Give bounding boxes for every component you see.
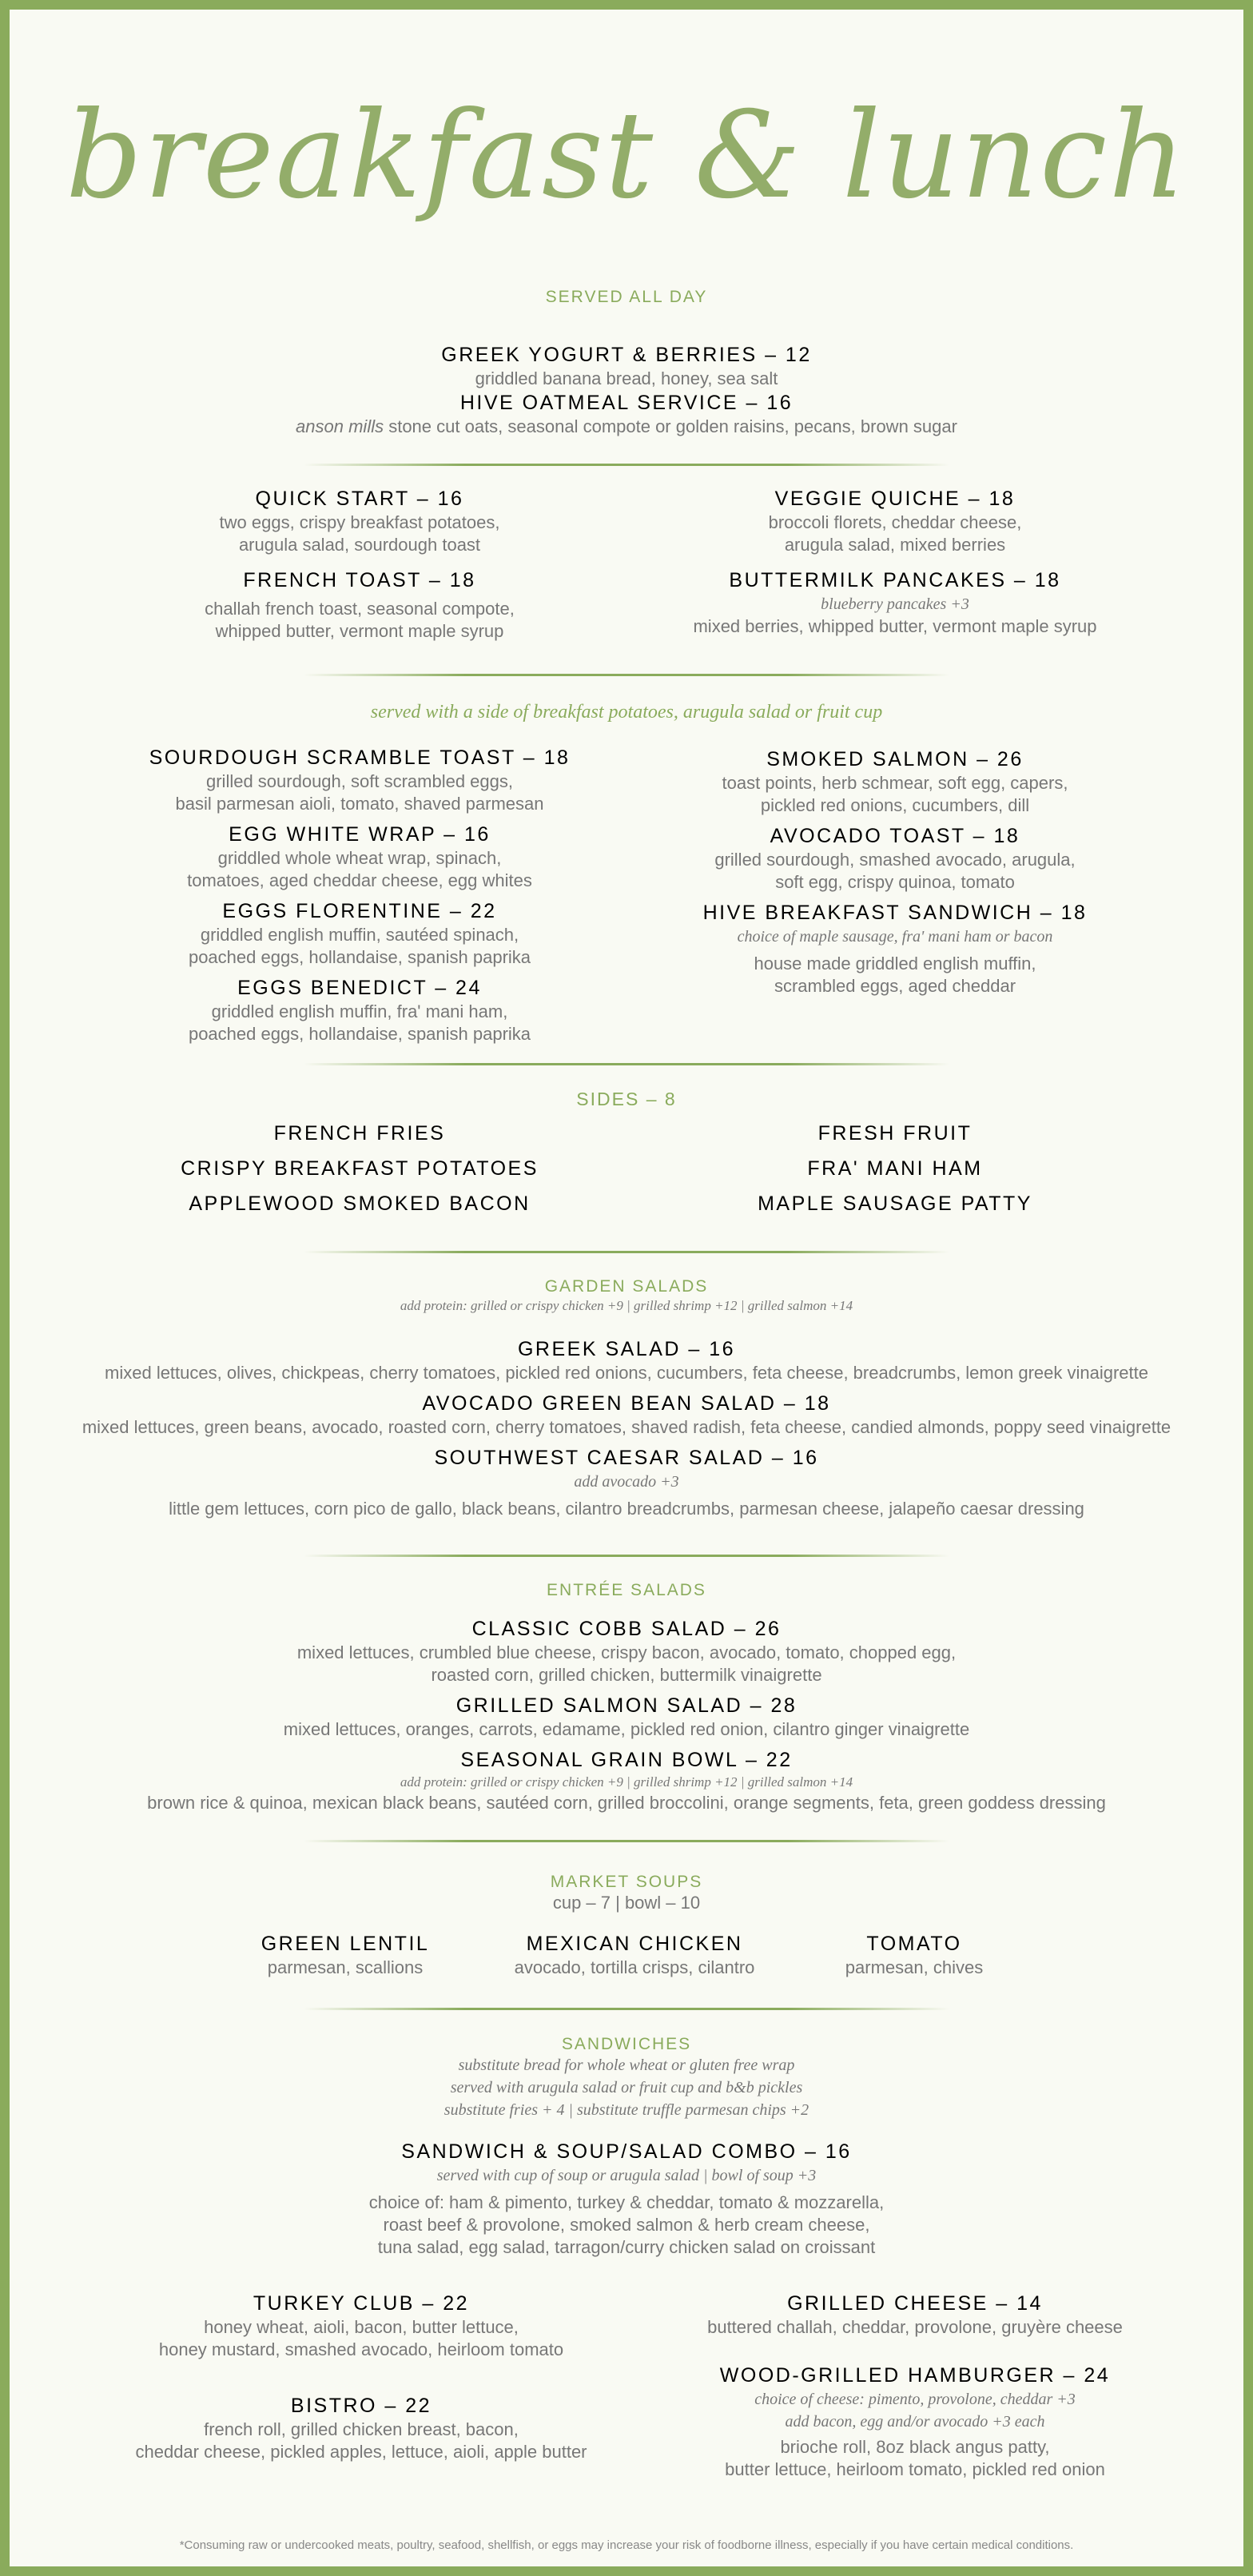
item-desc-line: buttered challah, cheddar, provolone, gruyère cheese [707,2317,1123,2337]
item-title: TOMATO [866,1933,962,1955]
item-desc-em: anson mills [296,416,384,436]
intro-block [0,342,1253,438]
item-desc-line: broccoli florets, cheddar cheese, arugula salad, mixed berries [768,512,1022,555]
side-item: MAPLE SAUSAGE PATTY [758,1192,1032,1215]
item-desc-line: mixed lettuces, crumbled blue cheese, crispy bacon, avocado, tomato, chopped egg, roasted corn, grilled chicken, buttermilk vinaigrette [296,1642,957,1685]
garden-salads [0,1277,1253,1520]
item-title: CLASSIC COBB SALAD – 26 [471,1618,782,1640]
item-desc-line: choice of: ham & pimento, turkey & cheddar, tomato & mozzarella, roast beef & provolone, smoked salmon & herb cream cheese, tuna salad, egg salad, tarragon/curry chicken salad on croissant [368,2192,885,2257]
item-desc-line: avocado, tortilla crisps, cilantro [514,1957,755,1977]
item-desc-line: griddled english muffin, fra' mani ham, poached eggs, hollandaise, spanish paprika [188,1001,531,1044]
item-title: SMOKED SALMON – 26 [766,748,1024,770]
item-note: add avocado +3 [574,1473,679,1491]
sides-right [655,1116,1135,1221]
entree-heading: ENTRÉE SALADS [547,1581,706,1599]
divider [304,1555,949,1557]
sandwiches-note: substitute fries + 4 | substitute truffle parmesan chips +2 [444,2101,809,2119]
item-title: EGG WHITE WRAP – 16 [229,823,491,846]
item-title: SEASONAL GRAIN BOWL – 22 [460,1749,793,1771]
item-desc-line: parmesan, chives [845,1957,984,1977]
item-desc-line: brioche roll, 8oz black angus patty, butter lettuce, heirloom tomato, pickled red onion [725,2437,1105,2479]
divider [304,1251,949,1253]
sandwiches-note: served with arugula salad or fruit cup and b&b pickles [450,2079,803,2096]
item-desc-line: honey wheat, aioli, bacon, butter lettuce, honey mustard, smashed avocado, heirloom tomato [158,2317,564,2359]
item-desc-line: mixed lettuces, green beans, avocado, roasted corn, cherry tomatoes, shaved radish, feta cheese, candied almonds, poppy seed vinaigrette [82,1417,1171,1437]
sandwiches-note: substitute bread for whole wheat or gluten free wrap [458,2056,795,2074]
item-note: blueberry pancakes +3 [821,595,969,613]
side-item: FRESH FRUIT [817,1122,973,1145]
side-item: FRA' MANI HAM [807,1157,983,1180]
sandwiches [0,2035,1253,2259]
soup-item [475,1931,794,1979]
item-desc-line: two eggs, crispy breakfast potatoes, arugula salad, sourdough toast [219,512,500,555]
divider [304,2008,949,2010]
item-note: choice of cheese: pimento, provolone, cheddar +3 add bacon, egg and/or avocado +3 each [754,2391,1076,2431]
item-title: GREEK SALAD – 16 [517,1338,736,1360]
soup-item [185,1931,505,1979]
item-title: TURKEY CLUB – 22 [253,2292,470,2315]
footer-disclaimer: *Consuming raw or undercooked meats, poultry, seafood, shellfish, or eggs may increase your risk of foodborne illness, especially if you have certain medical conditions. [179,2538,1074,2552]
item-title: AVOCADO GREEN BEAN SALAD – 18 [422,1392,831,1415]
item-title: EGGS FLORENTINE – 22 [222,900,497,922]
section1-left [120,486,599,651]
divider [304,674,949,676]
item-title: GREEK YOGURT & BERRIES – 12 [441,344,812,366]
entree-salads [0,1581,1253,1814]
item-desc-line: french roll, grilled chicken breast, bacon, cheddar cheese, pickled apples, lettuce, aioli, apple butter [135,2419,587,2462]
sandwiches-right [639,2291,1191,2489]
item-title: GRILLED CHEESE – 14 [787,2292,1043,2315]
item-title: WOOD-GRILLED HAMBURGER – 24 [719,2364,1111,2387]
sides-left [120,1116,599,1221]
item-title: HIVE OATMEAL SERVICE – 16 [459,392,794,414]
item-title: SOUTHWEST CAESAR SALAD – 16 [434,1447,819,1469]
menu-title: breakfast & lunch [66,86,1187,225]
divider [304,464,949,466]
soups-heading: MARKET SOUPS [550,1873,703,1891]
item-desc-rest: stone cut oats, seasonal compote or golden raisins, pecans, brown sugar [384,416,957,436]
garden-note: add protein: grilled or crispy chicken +9 | grilled shrimp +12 | grilled salmon +14 [400,1298,853,1313]
item-note: choice of maple sausage, fra' mani ham or bacon [737,928,1053,946]
item-title: SANDWICH & SOUP/SALAD COMBO – 16 [401,2140,852,2163]
side-item: CRISPY BREAKFAST POTATOES [181,1157,539,1180]
item-title: AVOCADO TOAST – 18 [770,825,1020,847]
item-desc-line: mixed lettuces, olives, chickpeas, cherry tomatoes, pickled red onions, cucumbers, feta cheese, breadcrumbs, lemon greek vinaigrette [105,1363,1148,1383]
side-item: FRENCH FRIES [273,1122,446,1145]
item-desc-line: challah french toast, seasonal compote, whipped butter, vermont maple syrup [205,599,515,641]
item-title: VEGGIE QUICHE – 18 [774,488,1016,510]
section2-heading: served with a side of breakfast potatoes, arugula salad or fruit cup [370,702,883,723]
item-desc-line: mixed berries, whipped butter, vermont maple syrup [693,616,1097,636]
item-desc-line: little gem lettuces, corn pico de gallo, black beans, cilantro breadcrumbs, parmesan cheese, jalapeño caesar dressing [169,1499,1084,1519]
item-desc-line: parmesan, scallions [267,1957,424,1977]
item-desc: griddled banana bread, honey, sea salt [475,368,778,388]
soups-price: cup – 7 | bowl – 10 [552,1893,701,1913]
garden-heading: GARDEN SALADS [544,1277,709,1296]
item-title: BISTRO – 22 [290,2395,432,2417]
item-note: served with cup of soup or arugula salad | bowl of soup +3 [436,2167,817,2184]
side-item: APPLEWOOD SMOKED BACON [189,1192,531,1215]
sandwiches-heading: SANDWICHES [561,2035,692,2053]
item-title: SOURDOUGH SCRAMBLE TOAST – 18 [149,747,571,769]
section2-left [120,745,599,1053]
soup-item [754,1931,1074,1979]
sides-heading: SIDES – 8 [576,1089,677,1109]
item-desc-line: griddled english muffin, sautéed spinach, poached eggs, hollandaise, spanish paprika [188,925,531,967]
item-desc-line: grilled sourdough, soft scrambled eggs, basil parmesan aioli, tomato, shaved parmesan [175,771,544,814]
item-desc-line: house made griddled english muffin, scrambled eggs, aged cheddar [754,954,1036,996]
divider [304,1063,949,1065]
item-title: MEXICAN CHICKEN [526,1933,743,1955]
sandwiches-left [74,2291,649,2471]
market-soups [0,1873,1253,1914]
item-desc-line: brown rice & quinoa, mexican black beans, sautéed corn, grilled broccolini, orange segments, feta, green goddess dressing [147,1793,1106,1813]
item-desc-line: toast points, herb schmear, soft egg, capers, pickled red onions, cucumbers, dill [722,773,1068,815]
item-desc-line: griddled whole wheat wrap, spinach, tomatoes, aged cheddar cheese, egg whites [187,848,532,890]
item-desc-line: mixed lettuces, oranges, carrots, edamame, pickled red onion, cilantro ginger vinaigrette [283,1719,970,1739]
section1-right [655,486,1135,646]
item-note: add protein: grilled or crispy chicken +9 | grilled shrimp +12 | grilled salmon +14 [400,1774,853,1790]
item-title: EGGS BENEDICT – 24 [237,977,482,999]
item-title: QUICK START – 16 [255,488,464,510]
item-title: HIVE BREAKFAST SANDWICH – 18 [702,902,1088,924]
item-desc [0,416,1253,438]
served-all-day: SERVED ALL DAY [545,288,708,306]
item-desc-line: grilled sourdough, smashed avocado, arugula, soft egg, crispy quinoa, tomato [714,850,1076,892]
item-title: GRILLED SALMON SALAD – 28 [455,1694,798,1717]
item-title: BUTTERMILK PANCAKES – 18 [729,569,1061,591]
section2-right [655,747,1135,1005]
divider [304,1840,949,1842]
item-title: FRENCH TOAST – 18 [243,569,476,591]
item-title: GREEN LENTIL [261,1933,430,1955]
